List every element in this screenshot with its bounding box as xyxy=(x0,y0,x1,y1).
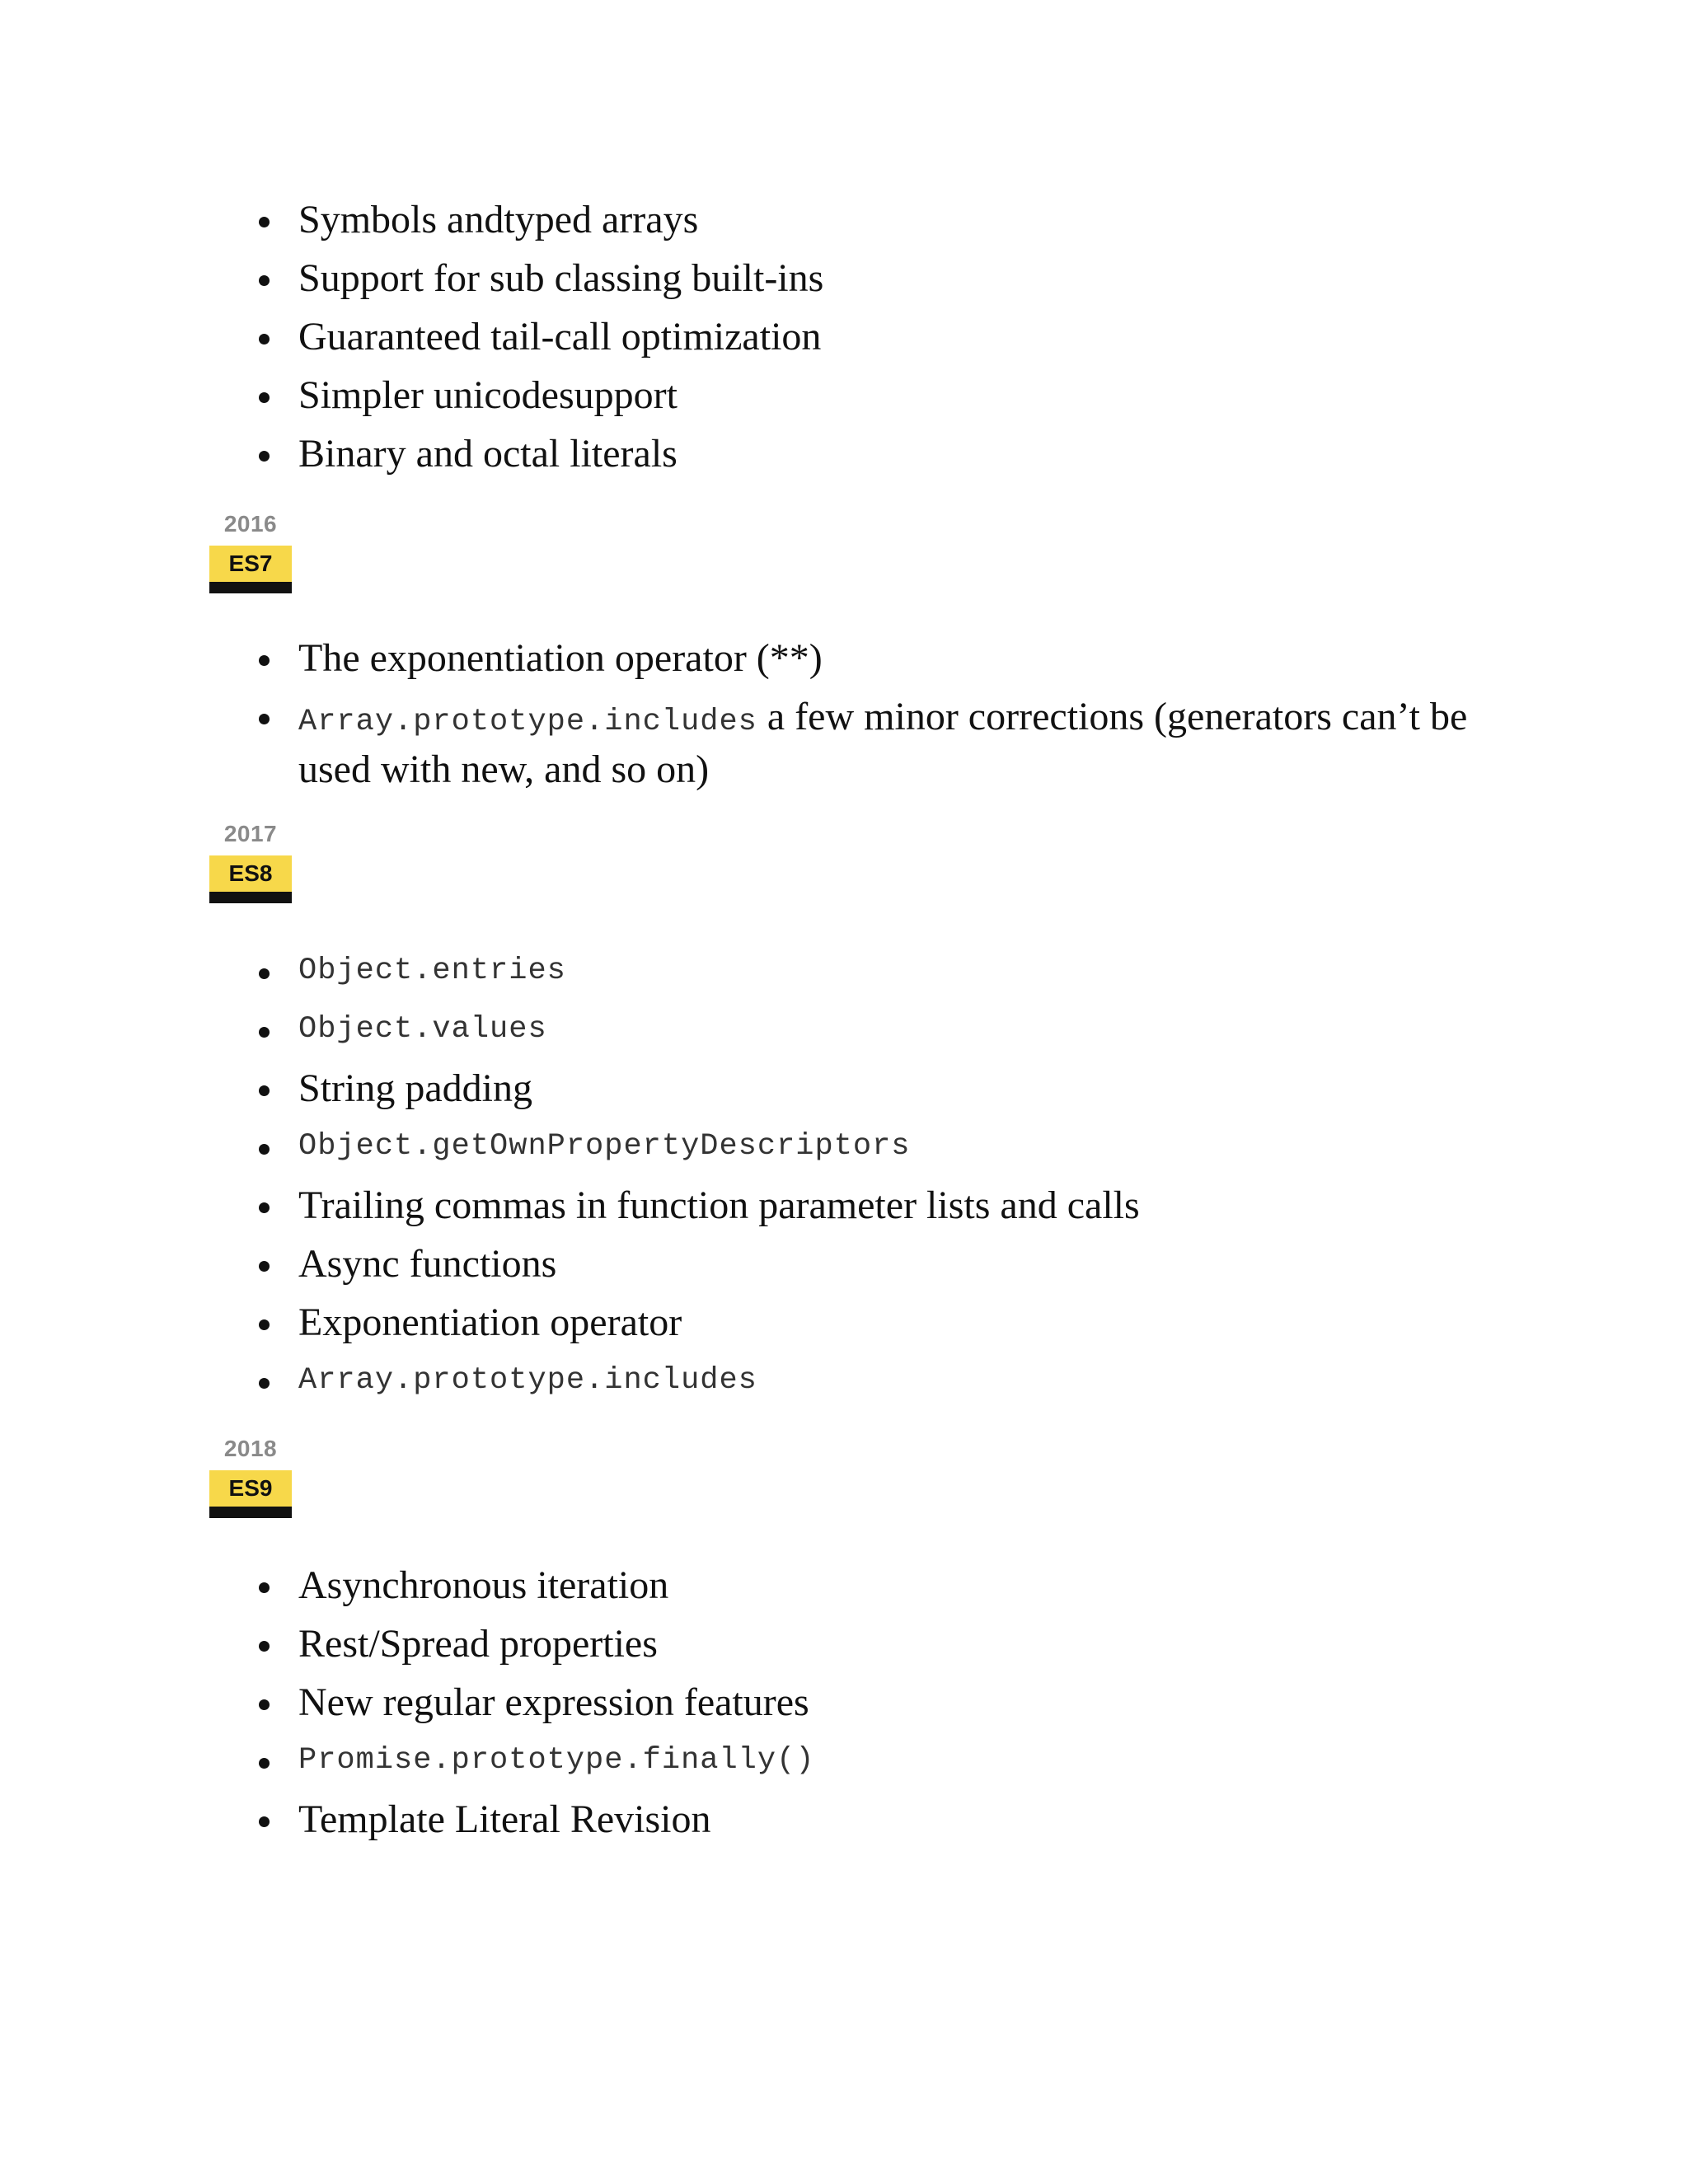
es7-badge xyxy=(209,509,302,593)
list-item: Guaranteed tail-call optimization xyxy=(247,313,1500,360)
list-item: Exponentiation operator xyxy=(247,1299,1500,1346)
list-item: Rest/Spread properties xyxy=(247,1620,1500,1667)
list-item: Trailing commas in function parameter lists and calls xyxy=(247,1182,1500,1229)
list-item: Object.getOwnPropertyDescriptors xyxy=(247,1123,1500,1170)
list-item: String padding xyxy=(247,1065,1500,1112)
list-item-text: a few minor corrections (generators can’t be used with new, and so on) xyxy=(298,695,1468,791)
list-item: Symbols andtyped arrays xyxy=(247,196,1500,243)
list-item: Asynchronous iteration xyxy=(247,1562,1500,1609)
list-item: New regular expression features xyxy=(247,1679,1500,1726)
list-item: Simpler unicodesupport xyxy=(247,372,1500,419)
code-span: Array.prototype.includes xyxy=(298,705,757,739)
es8-feature-list xyxy=(247,948,1500,1416)
list-item: Object.entries xyxy=(247,948,1500,995)
badge-year: 2016 xyxy=(223,511,278,537)
list-item: Support for sub classing built-ins xyxy=(247,255,1500,302)
es8-badge xyxy=(209,819,302,903)
es9-feature-list xyxy=(247,1562,1500,1854)
list-item: Object.values xyxy=(247,1006,1500,1053)
list-item xyxy=(247,693,1500,793)
list-item: Promise.prototype.finally() xyxy=(247,1737,1500,1784)
es7-feature-list xyxy=(247,635,1500,804)
es6-feature-list xyxy=(247,196,1500,489)
badge-tag: ES8 xyxy=(209,855,292,903)
badge-tag: ES9 xyxy=(209,1470,292,1518)
badge-tag: ES7 xyxy=(209,546,292,593)
badge-year: 2017 xyxy=(223,821,278,846)
list-item: Async functions xyxy=(247,1240,1500,1287)
list-item: The exponentiation operator (**) xyxy=(247,635,1500,682)
list-item: Template Literal Revision xyxy=(247,1796,1500,1843)
list-item: Binary and octal literals xyxy=(247,430,1500,477)
es9-badge xyxy=(209,1434,302,1518)
list-item: Array.prototype.includes xyxy=(247,1357,1500,1404)
badge-year: 2018 xyxy=(223,1436,278,1461)
